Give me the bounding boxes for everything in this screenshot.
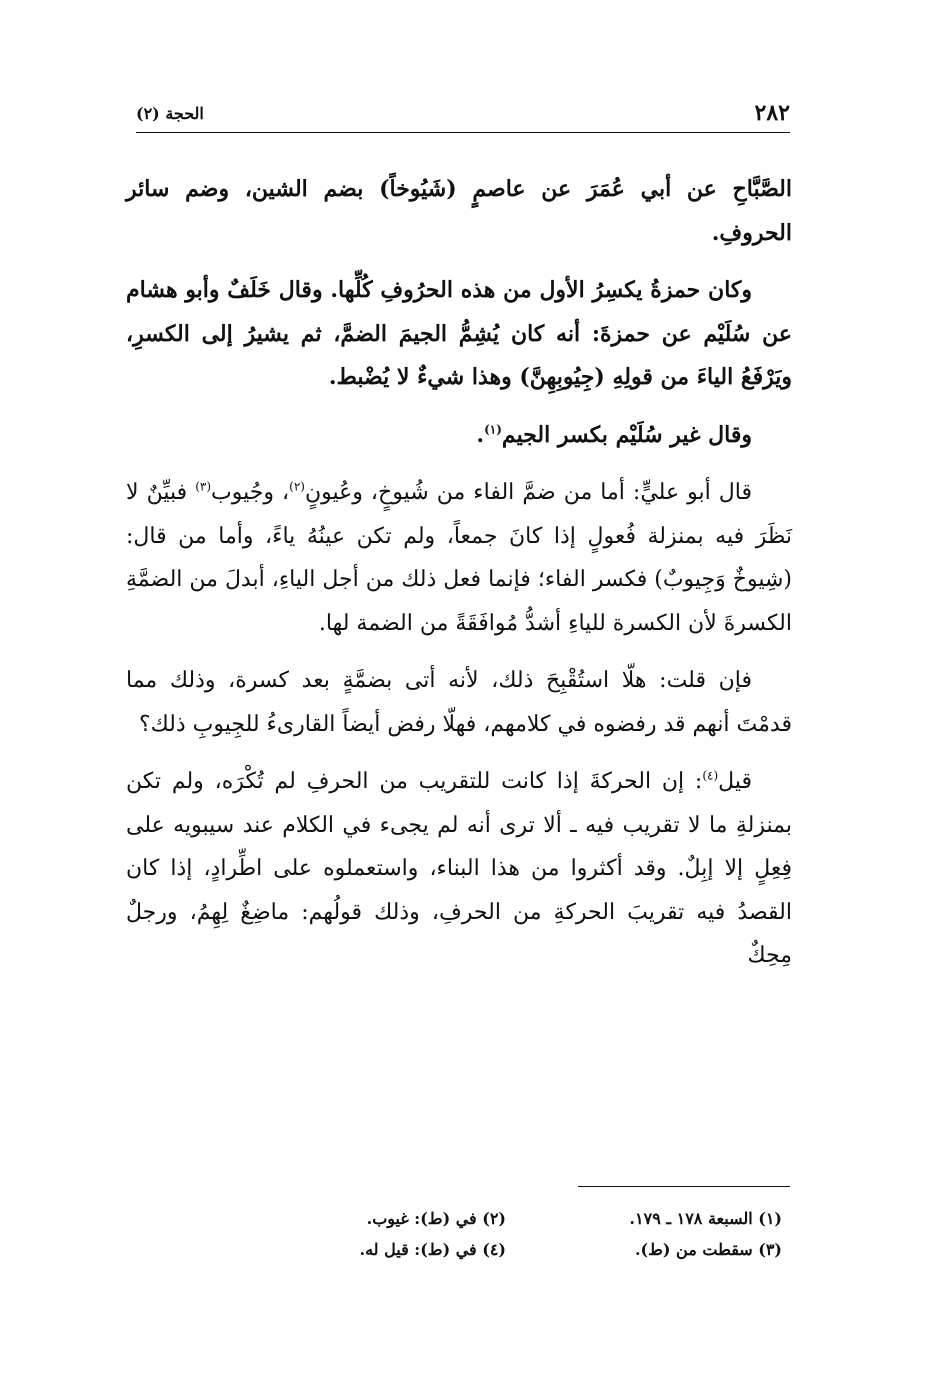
paragraph-4-part-b: ، وجُيوب (211, 480, 290, 505)
paragraph-5: فإن قلت: هلّا استُقْبِحَ ذلك، لأنه أتى بضمَّةٍ بعد كسرة، وذلك مما قدمْتَ أنهم قد رفضوه في كلامهم، فهلّا رفض أيضاً القارىءُ للجِيوبِ ذلك؟ (126, 668, 792, 737)
footnote-1: (١) السبعة ١٧٨ ـ ١٧٩. (629, 1209, 782, 1228)
footnote-separator (578, 1186, 790, 1187)
paragraph-6-part-a: قيل (718, 769, 752, 794)
paragraph-3-text: وقال غير سُلَيْم بكسر الجيم (501, 421, 752, 448)
page-number: ٢٨٢ (754, 100, 790, 126)
footnote-3: (٣) سقطت من (ط). (634, 1240, 782, 1259)
footnote-4: (٤) في (ط): قيل له. (359, 1240, 506, 1259)
footnote-ref-3: (٣) (195, 479, 212, 494)
paragraph-6-part-b: : إن الحركةَ إذا كانت للتقريب من الحرفِ لم تُكْرَه، ولم تكن بمنزلةِ ما لا تقريب فيه ـ ألا ترى أنه لم يجىء في الكلام عند سيبويه على فِعِلٍ إلا إبِلٌ. وقد أكثروا من هذا البناء، واستعملوه على اطِّرادٍ، إذا كان القصدُ فيه تقريبَ الحركةِ من الحرفِ، وذلك قولُهم: ماضِغٌ لِهِمُ، ورجلٌ مِحِكٌ (126, 769, 793, 968)
body-text (126, 168, 792, 978)
footnote-ref-4: (٤) (702, 768, 719, 783)
paragraph-4-part-c: فبيِّنٌ لا نَظَرَ فيه بمنزلة فُعولٍ إذا كانَ جمعاً، ولم تكن عينُهُ ياءً، وأما من قال: (شِيوخٌ وَجِيوبٌ) فكسر الفاء؛ فإنما فعل ذلك من أجل الياءِ، أبدلَ من الضمَّةِ الكسرةَ لأن الكسرة للياءِ أشدُّ مُوافَقَةً من الضمة لها. (126, 480, 792, 636)
footnote-row (230, 1203, 782, 1234)
paragraph-4 (126, 471, 792, 645)
paragraph-2: وكان حمزةُ يكسِرُ الأول من هذه الحرُوفِ كُلِّها. وقال خَلَفٌ وأبو هشام عن سُلَيْم عن حمزةَ: أنه كان يُشِمُّ الجيمَ الضمَّ، ثم يشيرُ إلى الكسرِ، ويَرْفَعُ الياءَ من قولِهِ (جِيُوبِهِنَّ) وهذا شيءٌ لا يُضْبط. (126, 277, 792, 390)
running-head: الحجة (٢) (136, 104, 204, 123)
footnote-ref-1: (١) (484, 422, 502, 437)
footnote-row (230, 1234, 782, 1265)
footnote-ref-2: (٢) (289, 479, 305, 494)
paragraph-4-part-a: قال أبو عليٍّ: أما من ضمَّ الفاء من شُيوخٍ، وعُيونٍ (304, 480, 752, 505)
page-header (136, 98, 790, 133)
footnote-2: (٢) في (ط): غيوب. (366, 1209, 506, 1228)
paragraph-1: الصَّبَّاحِ عن أبي عُمَرَ عن عاصمٍ (شَيُوخاً) بضم الشين، وضم سائر الحروفِ. (126, 176, 792, 246)
paragraph-6 (126, 760, 792, 978)
footnotes (230, 1203, 782, 1265)
paragraph-3: وقال غير سُلَيْم بكسر الجيم$^{(١)}$. (476, 421, 752, 448)
